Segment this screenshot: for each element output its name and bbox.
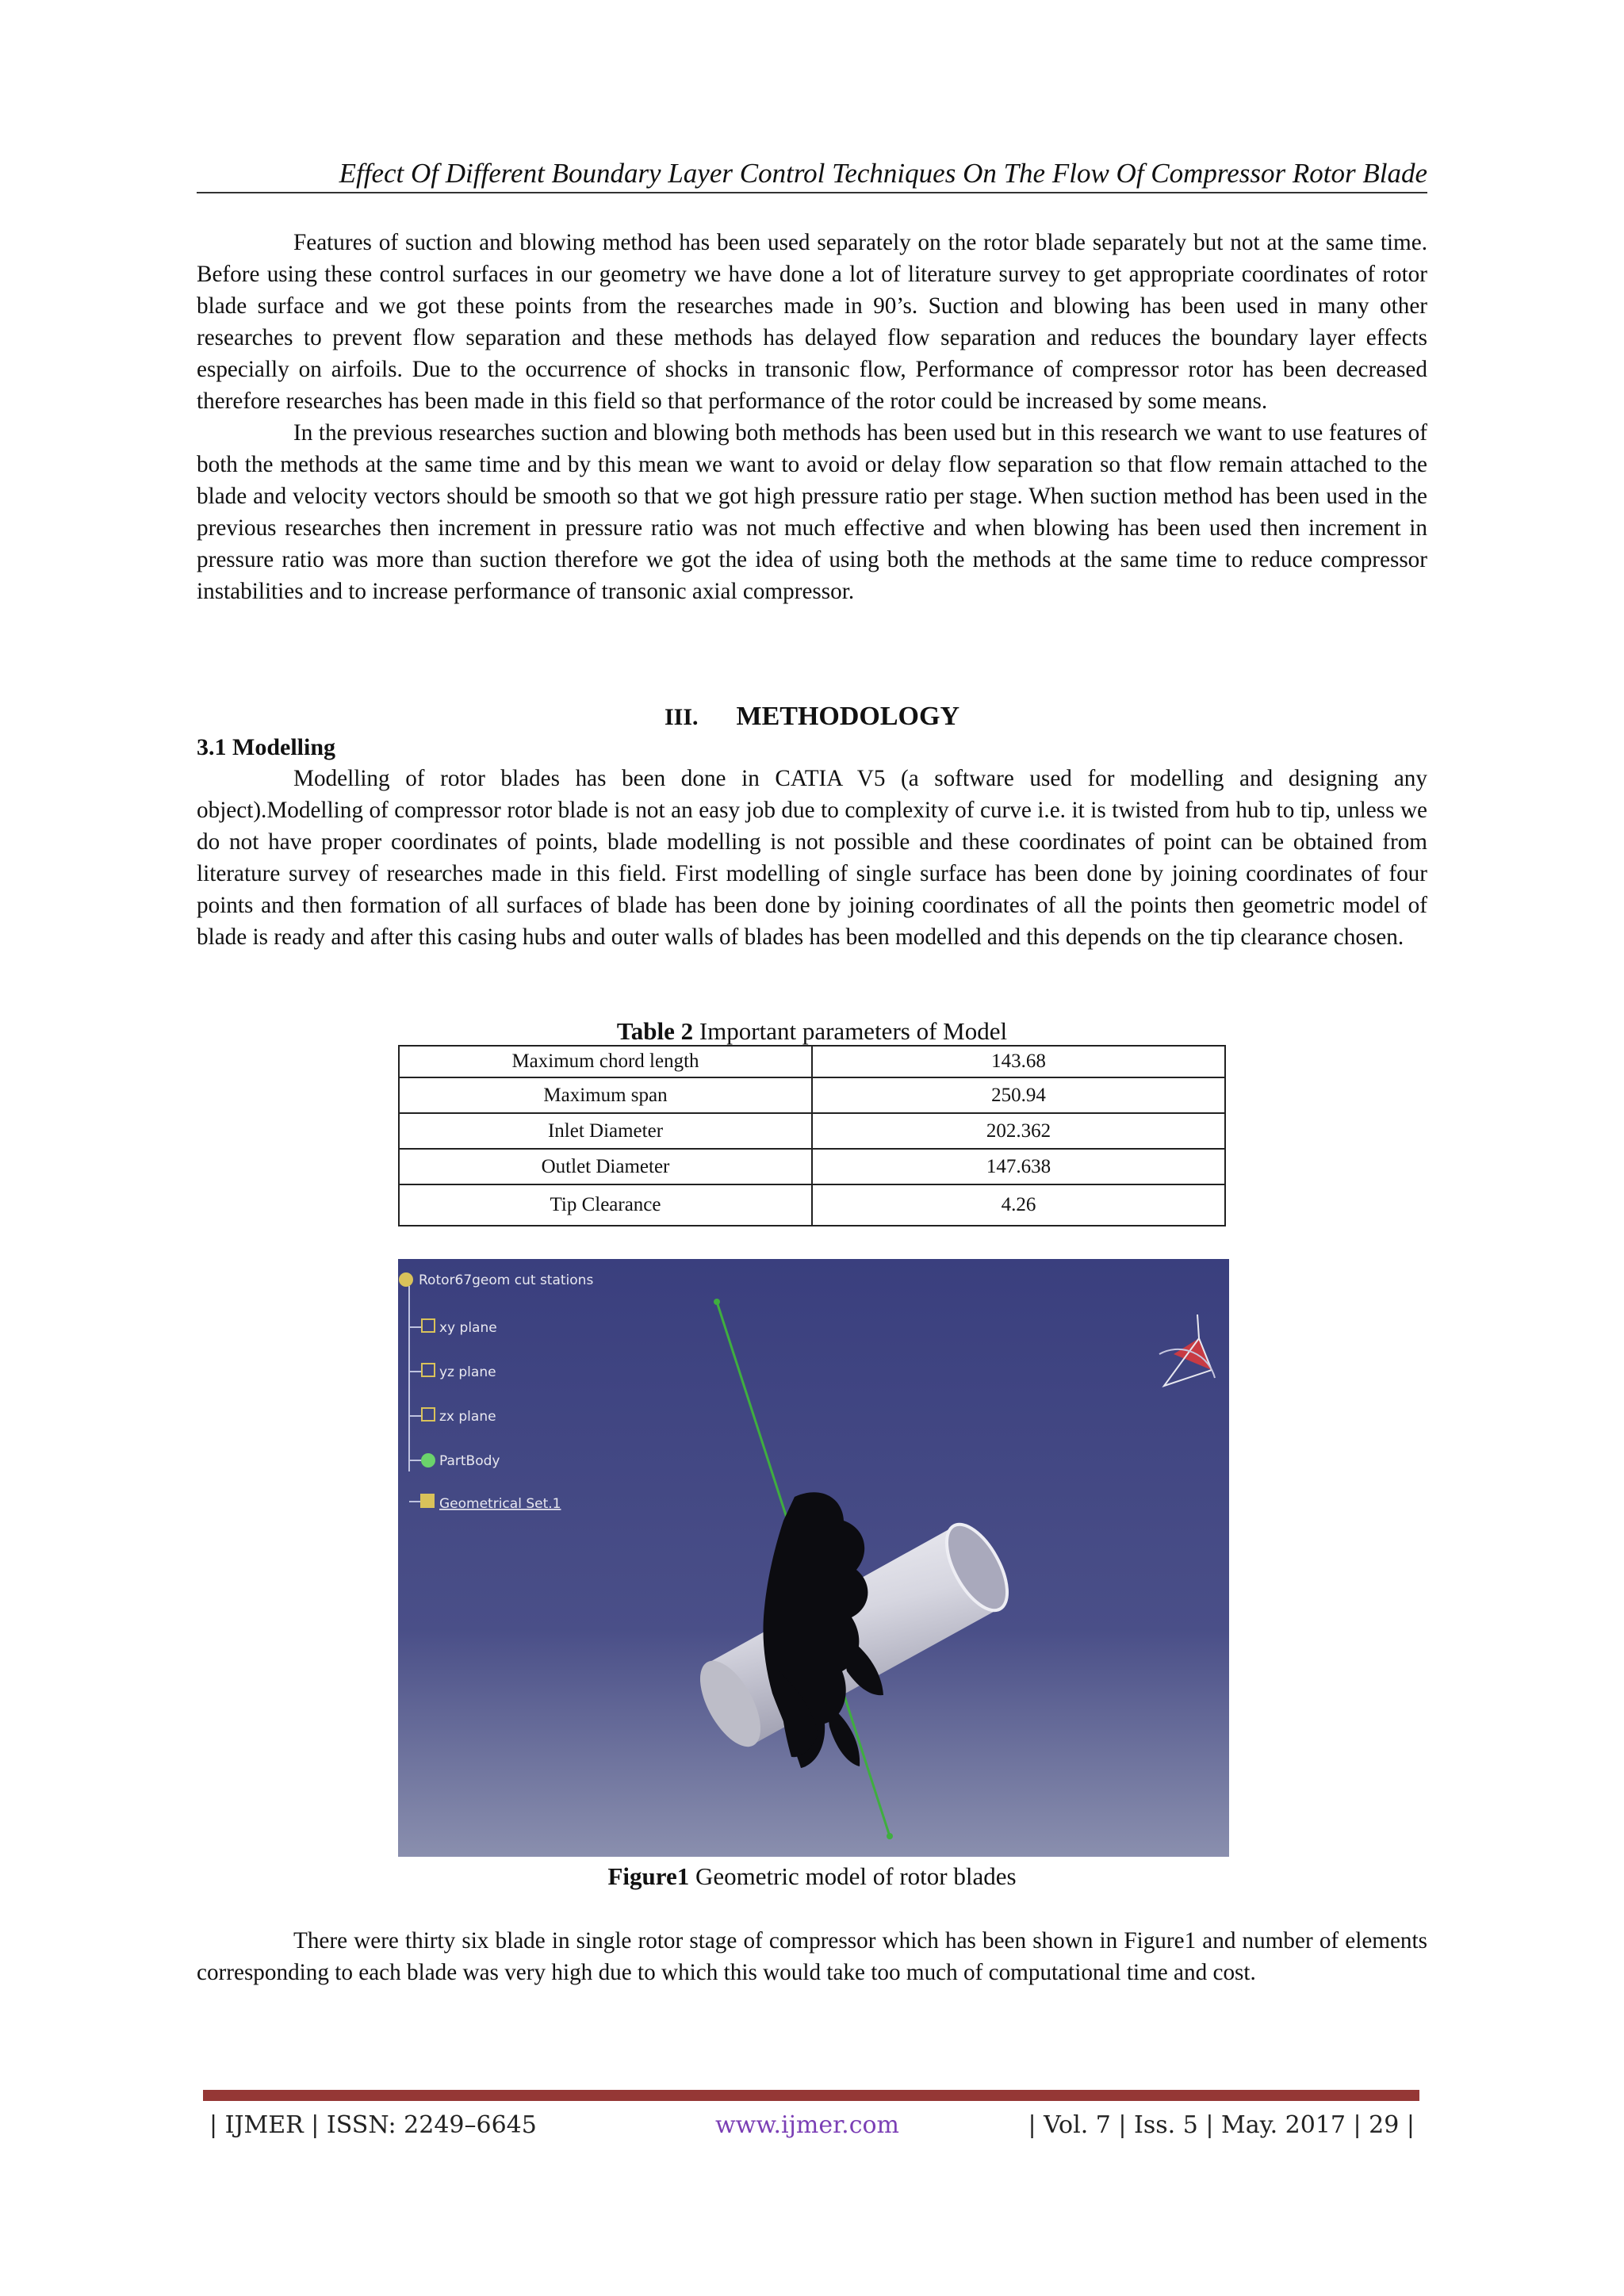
tree-item-label: Geometrical Set.1 xyxy=(439,1496,561,1512)
section-heading xyxy=(197,698,1427,736)
figure-caption-text: Geometric model of rotor blades xyxy=(695,1862,1017,1890)
figure-rotor-model xyxy=(398,1259,1229,1857)
table-caption-text: Important parameters of Model xyxy=(699,1017,1008,1045)
closing-section xyxy=(197,1925,1427,1988)
footer-issue: | Vol. 7 | Iss. 5 | May. 2017 | 29 | xyxy=(1028,2111,1415,2139)
param-value: 147.638 xyxy=(812,1149,1225,1184)
gear-icon xyxy=(421,1453,435,1468)
section-title: METHODOLOGY xyxy=(736,702,959,731)
modelling-section xyxy=(197,763,1427,953)
param-label: Inlet Diameter xyxy=(399,1113,812,1149)
tree-item-label: PartBody xyxy=(439,1453,500,1469)
figure-caption-label: Figure1 xyxy=(607,1862,690,1890)
axis-point xyxy=(887,1833,893,1839)
tree-root-label: Rotor67geom cut stations xyxy=(419,1272,594,1288)
part-icon xyxy=(399,1272,413,1287)
param-label: Maximum span xyxy=(399,1077,812,1113)
parameters-table xyxy=(398,1045,1226,1226)
table-row xyxy=(399,1184,1225,1226)
table-caption xyxy=(197,1015,1427,1048)
modelling-paragraph: Modelling of rotor blades has been done in CATIA V5 (a software used for modelling and designing any object).Modelling of compressor rotor blade is not an easy job due to complexity of curve i.e. it is twisted from hub to tip, unless we do not have proper coordinates of points, blade modelling is not possible and these coordinates of point can be obtained from literature survey of researches made in this field. First modelling of single surface has been done by joining coordinates of four points and then formation of all surfaces of blade has been done by joining coordinates of all the points then geometric model of blade is ready and after this casing hubs and outer walls of blades has been modelled and this depends on the tip clearance chosen. xyxy=(197,766,1427,950)
tree-root[interactable] xyxy=(399,1272,593,1288)
table-row xyxy=(399,1077,1225,1113)
axis-point xyxy=(714,1299,720,1305)
table-row xyxy=(399,1149,1225,1184)
param-value: 4.26 xyxy=(812,1184,1225,1226)
intro-paragraph-1: Features of suction and blowing method has been used separately on the rotor blade separately but not at the same time. Before using these control surfaces in our geometry we have done a lot of literature survey to get appropriate coordinates of rotor blade surface and we got these points from the researches made in 90’s. Suction and blowing has been used in many other researches to prevent flow separation and these methods has delayed flow separation and reduces the boundary layer effects especially on airfoils. Due to the occurrence of shocks in transonic flow, Performance of compressor rotor has been decreased therefore researches has been made in this field so that performance of the rotor could be increased by some means. xyxy=(197,230,1427,414)
param-value: 143.68 xyxy=(812,1046,1225,1077)
catia-screenshot xyxy=(398,1259,1229,1857)
page-footer xyxy=(203,2107,1415,2144)
set-icon xyxy=(420,1494,435,1508)
footer-journal: | IJMER | ISSN: 2249–6645 xyxy=(209,2111,537,2139)
param-label: Outlet Diameter xyxy=(399,1149,812,1184)
footer-website-link[interactable]: www.ijmer.com xyxy=(715,2111,900,2139)
table-row xyxy=(399,1046,1225,1077)
table-caption-label: Table 2 xyxy=(616,1017,694,1045)
param-label: Maximum chord length xyxy=(399,1046,812,1077)
param-value: 202.362 xyxy=(812,1113,1225,1149)
intro-paragraph-2: In the previous researches suction and blowing both methods has been used but in this research we want to use features of both the methods at the same time and by this mean we want to avoid or delay flow separation so that flow remain attached to the blade and velocity vectors should be smooth so that we got high pressure ratio per stage. When suction method has been used in the previous researches then increment in pressure ratio was not much effective and when blowing has been used then increment in pressure ratio was more than suction therefore we got the idea of using both the methods at the same time to reduce compressor instabilities and to increase performance of transonic axial compressor. xyxy=(197,420,1427,604)
tree-item-label: yz plane xyxy=(439,1364,496,1380)
tree-item-label: zx plane xyxy=(439,1409,496,1425)
tree-item-label: xy plane xyxy=(439,1320,497,1336)
header-rule xyxy=(197,192,1427,193)
closing-paragraph: There were thirty six blade in single rotor stage of compressor which has been shown in Figure1 and number of elements corresponding to each blade was very high due to which this would take too much of computational time and cost. xyxy=(197,1928,1427,1985)
footer-rule xyxy=(203,2090,1419,2101)
param-label: Tip Clearance xyxy=(399,1184,812,1226)
intro-section xyxy=(197,227,1427,607)
running-head: Effect Of Different Boundary Layer Control Techniques On The Flow Of Compressor Rotor Blade xyxy=(339,158,1427,189)
section-number: III. xyxy=(665,704,699,730)
table-row xyxy=(399,1113,1225,1149)
param-value: 250.94 xyxy=(812,1077,1225,1113)
subsection-title: 3.1 Modelling xyxy=(197,734,336,760)
figure-caption xyxy=(197,1860,1427,1893)
